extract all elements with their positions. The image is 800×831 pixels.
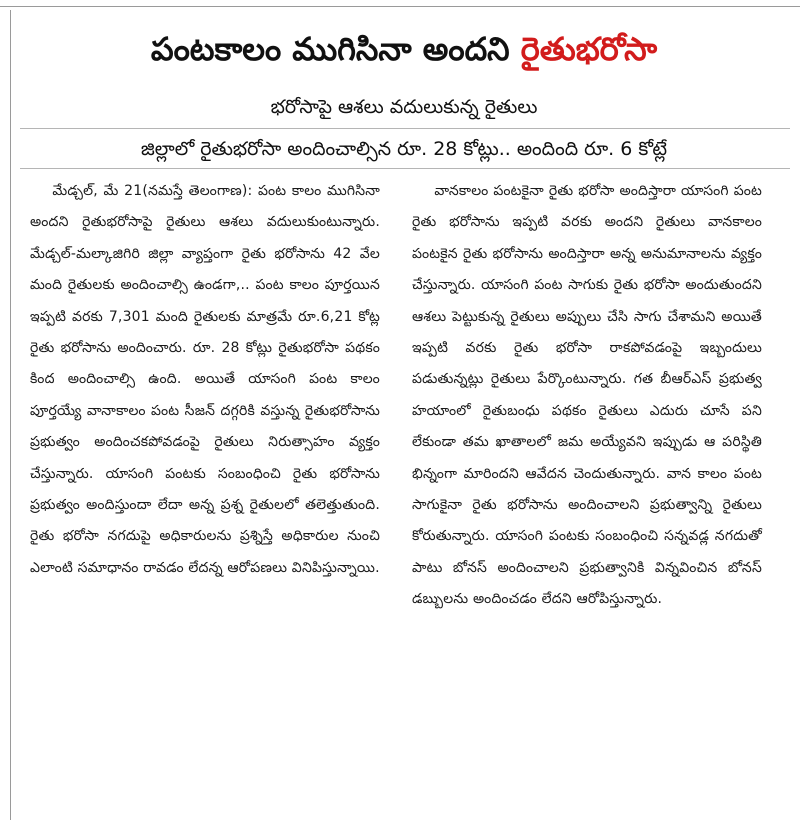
headline-main-text: పంటకాలం ముగిసినా అందని (150, 30, 521, 68)
subheading-divider-1 (20, 128, 790, 129)
article-subheading-2: జిల్లాలో రైతుభరోసా అందించాల్సిన రూ. 28 కోట్లు.. అందింది రూ. 6 కోట్లే (140, 138, 668, 160)
article-column-1 (30, 176, 380, 584)
column-1-paragraph: మేడ్చల్, మే 21(నమస్తే తెలంగాణ): పంట కాలం ముగిసినా అందని రైతుభరోసాపై రైతులు ఆశలు వదులుకుంటున్నారు. మేడ్చల్-మల్కాజిగిరి జిల్లా వ్యాప్తంగా రైతు భరోసాను 42 వేల మంది రైతులకు అందించాల్సి ఉండగా,.. పంట కాలం పూర్తయిన ఇప్పటి వరకు 7,301 మంది రైతులకు మాత్రమే రూ.6,21 కోట్ల రైతు భరోసాను అందించారు. రూ. 28 కోట్లు రైతుభరోసా పథకం కింద అందించాల్సి ఉంది. అయితే యాసంగి పంట కాలం పూర్తయ్యే వానాకాలం పంట సీజన్ దగ్గరికి వస్తున్న రైతుభరోసాను ప్రభుత్వం అందించకపోవడంపై రైతులు నిరుత్సాహం వ్యక్తం చేస్తున్నారు. యాసంగి పంటకు సంబంధించి రైతు భరోసాను ప్రభుత్వం అందిస్తుందా లేదా అన్న ప్రశ్న రైతులలో తలెత్తుతుంది. రైతు భరోసా నగదుపై అధికారులను ప్రశ్నిస్తే అధికారుల నుంచి ఎలాంటి సమాధానం రావడం లేదన్న ఆరోపణలు వినిపిస్తున్నాయి. (30, 183, 380, 576)
headline-accent-text: రైతుభరోసా (520, 30, 658, 68)
article-subheading-1: భరోసాపై ఆశలు వదులుకున్న రైతులు (270, 96, 538, 118)
subheading-divider-2 (20, 168, 790, 169)
top-divider (0, 6, 800, 7)
article-headline (14, 14, 794, 84)
article-column-2 (412, 176, 762, 616)
left-divider (10, 10, 11, 820)
column-2-paragraph: వానకాలం పంటకైనా రైతు భరోసా అందిస్తారా యాసంగి పంట రైతు భరోసాను ఇప్పటి వరకు అందని రైతులు వానకాలం పంటకైన రైతు భరోసాను అందిస్తారా అన్న అనుమానాలను వ్యక్తం చేస్తున్నారు. యాసంగి పంట సాగుకు రైతు భరోసా అందుతుందని ఆశలు పెట్టుకున్న రైతులు అప్పులు చేసి సాగు చేశామని అయితే ఇప్పటి వరకు రైతు భరోసా రాకపోవడంపై ఇబ్బందులు పడుతున్నట్లు రైతులు పేర్కొంటున్నారు. గత బీఆర్ఎస్ ప్రభుత్వ హయాంలో రైతుబంధు పథకం రైతులు ఎదురు చూసే పని లేకుండా తమ ఖాతాలలో జమ అయ్యేవని ఇప్పుడు ఆ పరిస్థితి భిన్నంగా మారిందని ఆవేదన చెందుతున్నారు. వాన కాలం పంట సాగుకైనా రైతు భరోసాను అందించాలని ప్రభుత్వాన్ని రైతులు కోరుతున్నారు. యాసంగి పంటకు సంబంధించి సన్నవడ్ల నగదుతో పాటు బోనస్ అందించాలని ప్రభుత్వానికి విన్నవించిన బోనస్ డబ్బులను అందించడం లేదని ఆరోపిస్తున్నారు. (412, 183, 762, 608)
